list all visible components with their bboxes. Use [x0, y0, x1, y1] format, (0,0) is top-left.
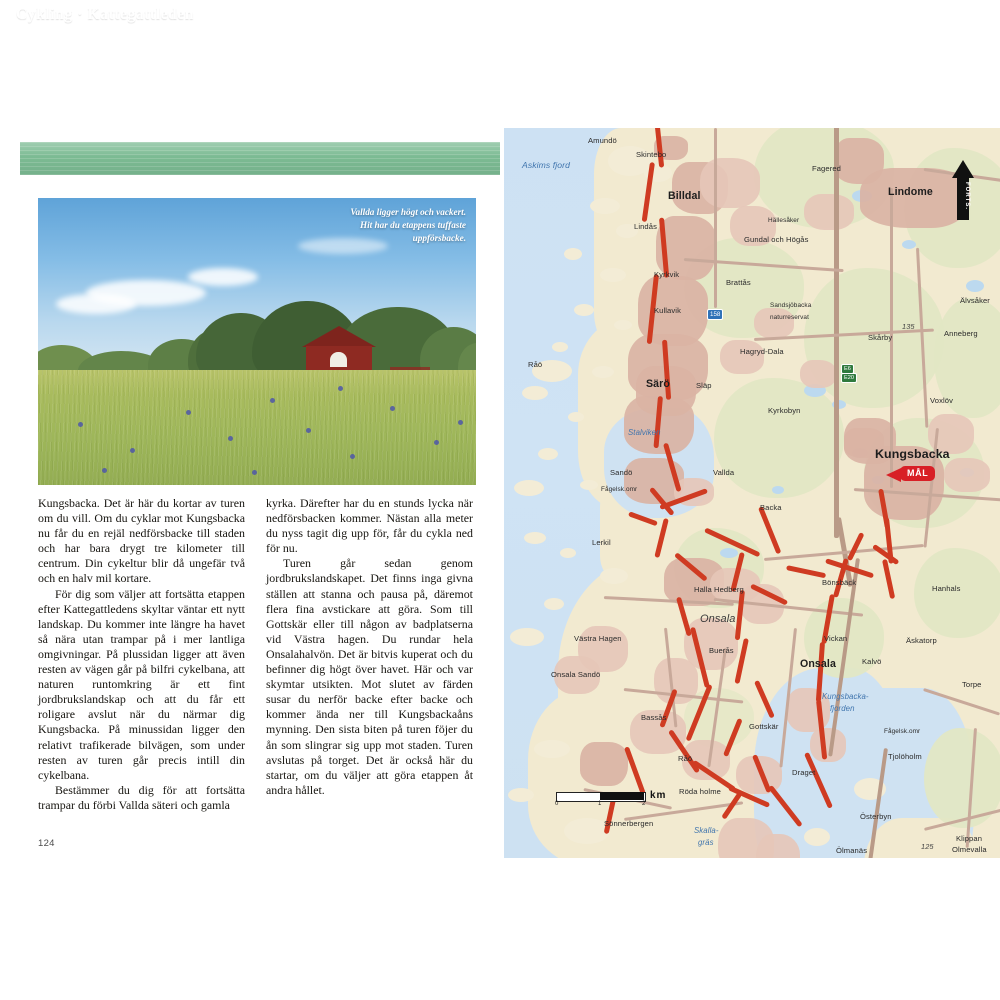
paragraph: Kungsbacka. Det är här du kortar av turen om du vill. Om du cyklar mot Kungsbacka nu får du en rejäl nedförsbacke till staden och har bara drygt tre kilometer till centrum. Din cykeltur blir då ungefär två och en halv mil kortare. [38, 496, 245, 586]
chapter-title: Cykling · Kattegattleden [16, 6, 195, 23]
map-label-place: Sandö [610, 468, 633, 477]
cloud [188, 268, 258, 286]
map-label-place: 135 [902, 322, 915, 331]
map-label-place: Hällesåker [768, 217, 800, 224]
map-label-place: Tjolöholm [888, 752, 922, 761]
map-label-place: Onsala Sandö [551, 670, 601, 679]
map-label-place: Lindome [888, 186, 933, 198]
road-shield: E20 [841, 373, 857, 383]
map-label-area: Onsala [700, 613, 736, 625]
text-column-right [266, 496, 473, 798]
scale-unit: km [650, 790, 667, 801]
map-label-place: Gottskär [749, 722, 779, 731]
scale-tick-2: 2 [642, 801, 646, 807]
map-label-place: Kyrkobyn [768, 406, 801, 415]
header-gradient [20, 142, 500, 175]
map-label-place: Vallda [713, 468, 735, 477]
body-text [38, 496, 478, 826]
map-label-place: Fagered [812, 164, 841, 173]
page-number: 124 [38, 838, 55, 849]
barn-window [330, 352, 347, 367]
photo-wheat-field [38, 370, 476, 485]
finish-label: MÅL [900, 466, 935, 481]
map-label-place: Gundal och Högås [744, 235, 809, 244]
map-label-place: Kullavik [654, 306, 681, 315]
chapter-header-bar [20, 142, 500, 175]
map-label-place: Släp [696, 381, 712, 390]
map-label-place: Kungsbacka [875, 447, 950, 461]
map-label-water: Stalviken [628, 428, 661, 437]
map-label-place: Draget [792, 768, 816, 777]
map-label-place: Hagryd-Dala [740, 347, 784, 356]
photo-caption: Vallda ligger högt och vackert. Hit har du etappens tuffaste uppförsbacke. [350, 207, 466, 244]
road-shield: E6 [841, 364, 854, 374]
map-label-water: gräs [698, 838, 714, 847]
map-label-water: fjorden [830, 704, 855, 713]
map-label-place: Lerkil [592, 538, 611, 547]
map-label-water: Askims fjord [522, 160, 570, 170]
map-label-water: Skalla- [694, 826, 719, 835]
map-label-place: Österbyn [860, 812, 892, 821]
continuation-label: FORTS. [964, 182, 970, 210]
map-label-place: Ölmanäs [836, 846, 868, 855]
map-label-place: Västra Hagen [574, 634, 622, 643]
right-page [500, 128, 1000, 858]
map-label-place: Särö [646, 378, 670, 390]
map-label-water: Kungsbacka- [822, 692, 869, 701]
map-label-place: Sandsjöbacka [770, 302, 812, 309]
map-label-place: Fågelsk.omr [884, 728, 921, 735]
map-label-place: Amundö [588, 136, 617, 145]
landscape-photo [38, 198, 476, 485]
map-label-place: Skårby [868, 333, 893, 342]
paragraph: För dig som väljer att fortsätta etappen efter Kattegattledens skyltar väntar ett nytt landskap. Du kommer inte längre ha havet så nära utan trampar på i mer lantliga omgivningar. På plussidan ligger att även resten av vägen går på bilfri cykelbana, att naturen runtomkring är ett fint jordbrukslandskap och att du får ett roligare avslut när du närmar dig Kungsbacka. På minussidan ligger den relativt trafikerade bilvägen, som under resten av turen går precis intill din cykelbana. [38, 586, 245, 782]
map-label-place: Fågelsk.omr [601, 486, 638, 493]
paragraph: Turen går sedan genom jordbrukslandskapet. Det finns inga givna ställen att stanna och pausa på, däremot flera fina avstickare att göra. Som till Gottskär eller till någon av badplatserna vid Västra hagen. Du rundar hela Onsalahalvön. Det är bitvis kuperat och du befinner dig högt över havet. Här och var skymtar utsikten. Mot slutet av färden susar du nerför backe efter backe och kommer ända ner till Kungsbackaåns mynning. Den sista biten på turen föjer du ån som slingrar sig upp mot staden. Turen avslutas på torget. Det är också här du startar, om du väljer att göra etappen åt andra hållet. [266, 556, 473, 797]
map-label-place: Bassås [641, 713, 667, 722]
map-label-place: Kyrkvik [654, 270, 680, 279]
scale-fill [600, 792, 644, 800]
map-label-place: Skintebo [636, 150, 667, 159]
scale-tick-1: 1 [598, 801, 602, 807]
map-label-place: Brattås [726, 278, 751, 287]
map-label-place: Älvsåker [960, 296, 990, 305]
road-shield: 158 [707, 309, 723, 320]
arrow-up-icon [952, 160, 974, 178]
map-label-place: Billdal [668, 190, 701, 202]
map-label-place: Äskatorp [906, 636, 937, 645]
map-label-place: Vickan [824, 634, 848, 643]
map-label-place: Onsala [800, 658, 836, 670]
paragraph: Bestämmer du dig för att fortsätta trampar du förbi Vallda säteri och gamla [38, 782, 245, 812]
continuation-arrow [952, 160, 974, 220]
barn-roof [302, 326, 376, 347]
map-label-place: Kalvö [862, 657, 882, 666]
map-label-place: naturreservat [770, 314, 809, 321]
paragraph: kyrka. Därefter har du en stunds lycka när nedförsbacken kommer. Nästan alla meter du nyss tagit dig upp för, får du cykla ned för nu. [266, 496, 473, 556]
map-label-place: Sönnerbergen [604, 819, 654, 828]
map-label-place: Lindås [634, 222, 657, 231]
map-label-place: Röda holme [679, 787, 721, 796]
scale-tick-0: 0 [555, 801, 559, 807]
map-label-place: Voxlöv [930, 396, 953, 405]
map-label-place: Klippan [956, 834, 983, 843]
map-label-place: Råö [678, 754, 693, 763]
text-column-left [38, 496, 245, 813]
map-label-place: 125 [921, 842, 934, 851]
map-label-place: Anneberg [944, 329, 978, 338]
map-label-place: Backa [760, 503, 782, 512]
map-label-place: Torpe [962, 680, 982, 689]
map-label-place: Buerås [709, 646, 734, 655]
map-label-place: Bönsbäck [822, 578, 857, 587]
map-label-place: Hanhals [932, 584, 961, 593]
map-label-place: Halla Hedberg [694, 585, 744, 594]
map-label-place: Olmevalla [952, 845, 987, 854]
route-map [504, 128, 1000, 858]
map-label-place: Råö [528, 360, 543, 369]
